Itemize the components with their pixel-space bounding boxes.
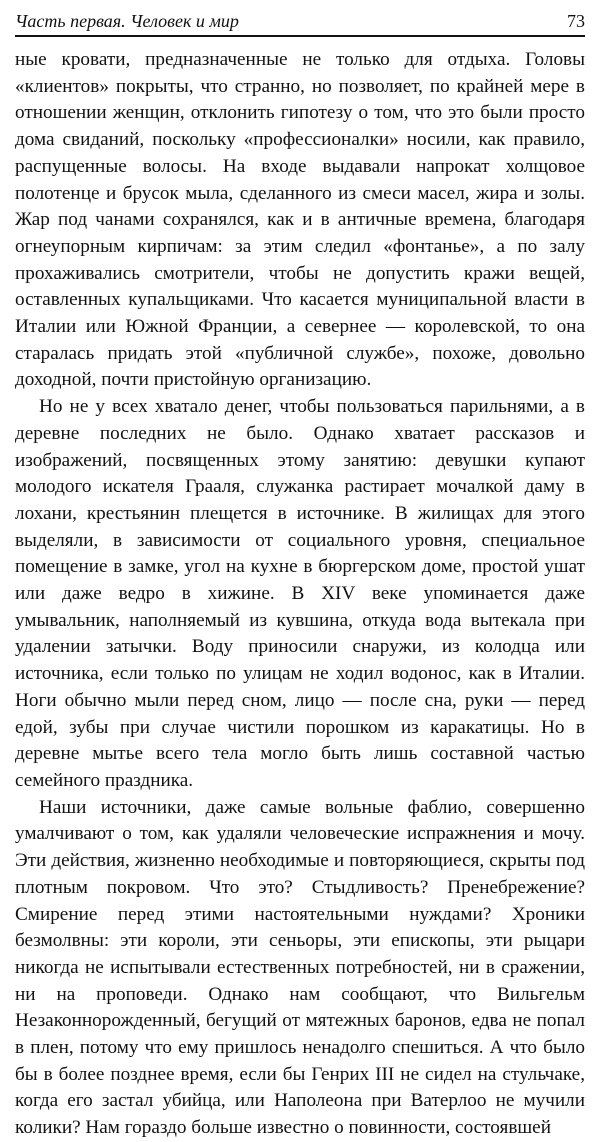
page-number: 73 <box>567 11 585 31</box>
paragraph: Наши источники, даже самые вольные фаблио, совершенно умалчивают о том, как удаляли человеческие испражнения и мочу. Эти действия, жизненно необходимые и повторяющиеся, скрыты под плотным покровом. Что это? Стыдливость? Пренебрежение? Смирение перед этими настоятельными нуждами? Хроники безмолвны: эти короли, эти сеньоры, эти епископы, эти рыцари никогда не испытывали естественных потребностей, ни в сражении, ни на проповеди. Однако нам сообщают, что Вильгельм Незаконнорожденный, бегущий от мятежных баронов, едва не попал в плен, потому что ему пришлось ненадолго спешиться. А что было бы в более позднее время, если бы Генрих III не сидел на стульчаке, когда его застал убийца, или Наполеона при Ватерлоо не мучили колики? Нам гораздо больше известно о повинности, состоявшей <box>15 796 585 1139</box>
paragraph: Но не у всех хватало денег, чтобы пользоваться парильнями, а в деревне последних не было. Однако хватает рассказов и изображений, посвященных этому занятию: девушки купают молодого искателя Грааля, служанка растирает мочалкой даму в лохани, крестьянин плещется в источнике. В жилищах для этого выделяли, в зависимости от социального уровня, специальное помещение в замке, угол на кухне в бюргерском доме, простой ушат или даже ведро в хижине. В XIV веке упоминается даже умывальник, наполняемый из кувшина, откуда вода вытекала при удалении затычки. Воду приносили снаружи, из колодца или источника, если только по улицам не ходил водонос, как в Италии. Ноги обычно мыли перед сном, лицо — после сна, руки — перед едой, зубы при случае чистили порошком из каракатицы. Но в деревне мытье всего тела могло быть лишь составной частью семейного праздника. <box>15 396 585 791</box>
header-rule <box>15 35 585 37</box>
paragraph: ные кровати, предназначенные не только для отдыха. Головы «клиентов» покрыты, что странно, но позволяет, по крайней мере в отношении женщин, отклонить гипотезу о том, что это были просто дома свиданий, поскольку «профессионалки» носили, как правило, распущенные волосы. На входе выдавали напрокат холщовое полотенце и брусок мыла, сделанного из смеси масел, жира и золы. Жар под чанами сохранялся, как и в античные времена, благодаря огнеупорным кирпичам: за этим следил «фонтанье», а по залу прохаживались смотрители, чтобы не допустить кражи вещей, оставленных купальщиками. Что касается муниципальной власти в Италии или Южной Франции, а севернее — королевской, то она старалась придать этой «публичной службе», похоже, довольно доходной, почти пристойную организацию. <box>15 49 585 391</box>
body-text <box>15 47 585 1142</box>
running-head <box>15 8 585 32</box>
running-title: Часть первая. Человек и мир <box>15 11 239 31</box>
